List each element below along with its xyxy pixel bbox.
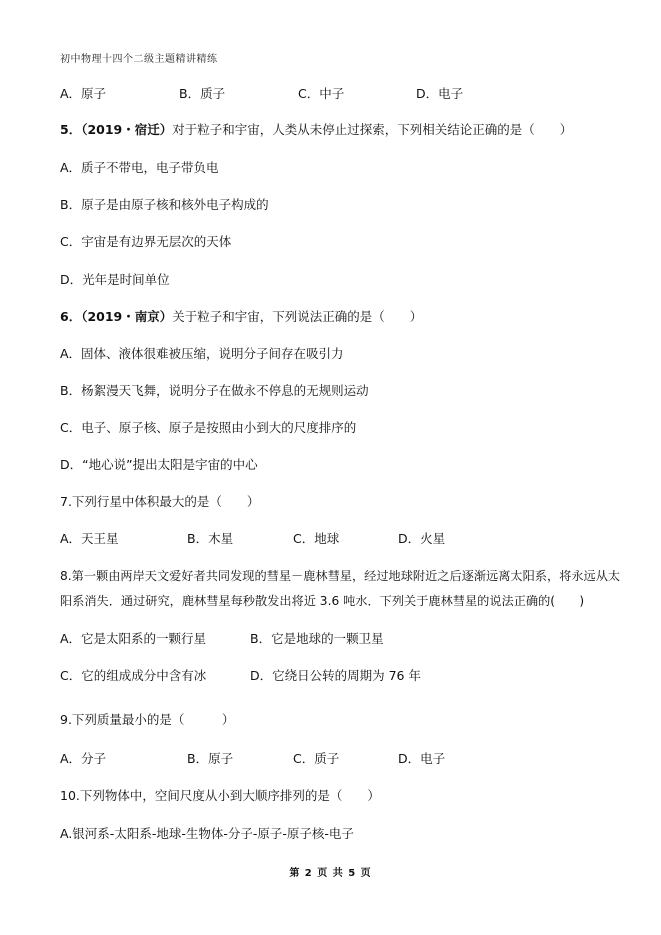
question-8-option-a: A．它是太阳系的一颗行星 bbox=[60, 631, 207, 646]
question-6-option-a: A．固体、液体很难被压缩，说明分子间存在吸引力 bbox=[60, 346, 344, 361]
question-5-option-a: A．质子不带电，电子带负电 bbox=[60, 160, 219, 175]
question-7-option-b: B．木星 bbox=[187, 531, 234, 546]
question-10-stem: 10.下列物体中，空间尺度从小到大顺序排列的是（ ） bbox=[60, 788, 380, 803]
question-8-option-c: C．它的组成成分中含有冰 bbox=[60, 668, 207, 683]
question-7-stem: 7.下列行星中体积最大的是（ ） bbox=[60, 494, 260, 509]
question-8-stem-line-1: 8.第一颗由两岸天文爱好者共同发现的彗星－鹿林彗星，经过地球附近之后逐渐远离太阳系，将永远从太 bbox=[60, 569, 621, 583]
question-5-option-b: B．原子是由原子核和核外电子构成的 bbox=[60, 197, 269, 212]
question-9-option-a: A．分子 bbox=[60, 751, 107, 766]
question-10-option-a: A.银河系-太阳系-地球-生物体-分子-原子-原子核-电子 bbox=[60, 826, 354, 841]
question-6-option-d: D．“地心说”提出太阳是宇宙的中心 bbox=[60, 457, 258, 472]
question-9-option-c: C．质子 bbox=[293, 751, 340, 766]
question-7-option-d: D．火星 bbox=[398, 531, 446, 546]
q4-option-d: D．电子 bbox=[416, 86, 464, 101]
q4-option-b: B．质子 bbox=[179, 86, 226, 101]
question-9-stem: 9.下列质量最小的是（ ） bbox=[60, 712, 235, 727]
question-8-option-b: B．它是地球的一颗卫星 bbox=[250, 631, 384, 646]
q4-option-c: C．中子 bbox=[298, 86, 345, 101]
question-5-option-c: C．宇宙是有边界无层次的天体 bbox=[60, 234, 232, 249]
page-header: 初中物理十四个二级主题精讲精练 bbox=[60, 54, 218, 65]
question-5-stem bbox=[60, 122, 572, 138]
question-9-option-d: D．电子 bbox=[398, 751, 446, 766]
page-footer: 第 2 页 共 5 页 bbox=[289, 868, 372, 879]
question-7-option-c: C．地球 bbox=[293, 531, 340, 546]
question-6-stem bbox=[60, 309, 422, 325]
question-5-option-d: D．光年是时间单位 bbox=[60, 272, 170, 287]
question-6-option-c: C．电子、原子核、原子是按照由小到大的尺度排序的 bbox=[60, 420, 357, 435]
question-9-option-b: B．原子 bbox=[187, 751, 234, 766]
question-8-option-d: D．它绕日公转的周期为 76 年 bbox=[250, 668, 421, 683]
question-6-option-b: B．杨絮漫天飞舞，说明分子在做永不停息的无规则运动 bbox=[60, 383, 369, 398]
question-6-source: 6．（2019・南京） bbox=[60, 309, 173, 324]
question-7-option-a: A．天王星 bbox=[60, 531, 119, 546]
q4-option-a: A．原子 bbox=[60, 86, 107, 101]
question-6-text: 关于粒子和宇宙，下列说法正确的是（ ） bbox=[172, 309, 423, 324]
question-5-text: 对于粒子和宇宙，人类从未停止过探索，下列相关结论正确的是（ ） bbox=[172, 122, 573, 137]
question-8-stem-line-2: 阳系消失．通过研究，鹿林彗星每秒散发出将近 3.6 吨水．下列关于鹿林彗星的说法正确的( ) bbox=[60, 594, 585, 608]
question-5-source: 5．（2019・宿迁） bbox=[60, 122, 173, 137]
